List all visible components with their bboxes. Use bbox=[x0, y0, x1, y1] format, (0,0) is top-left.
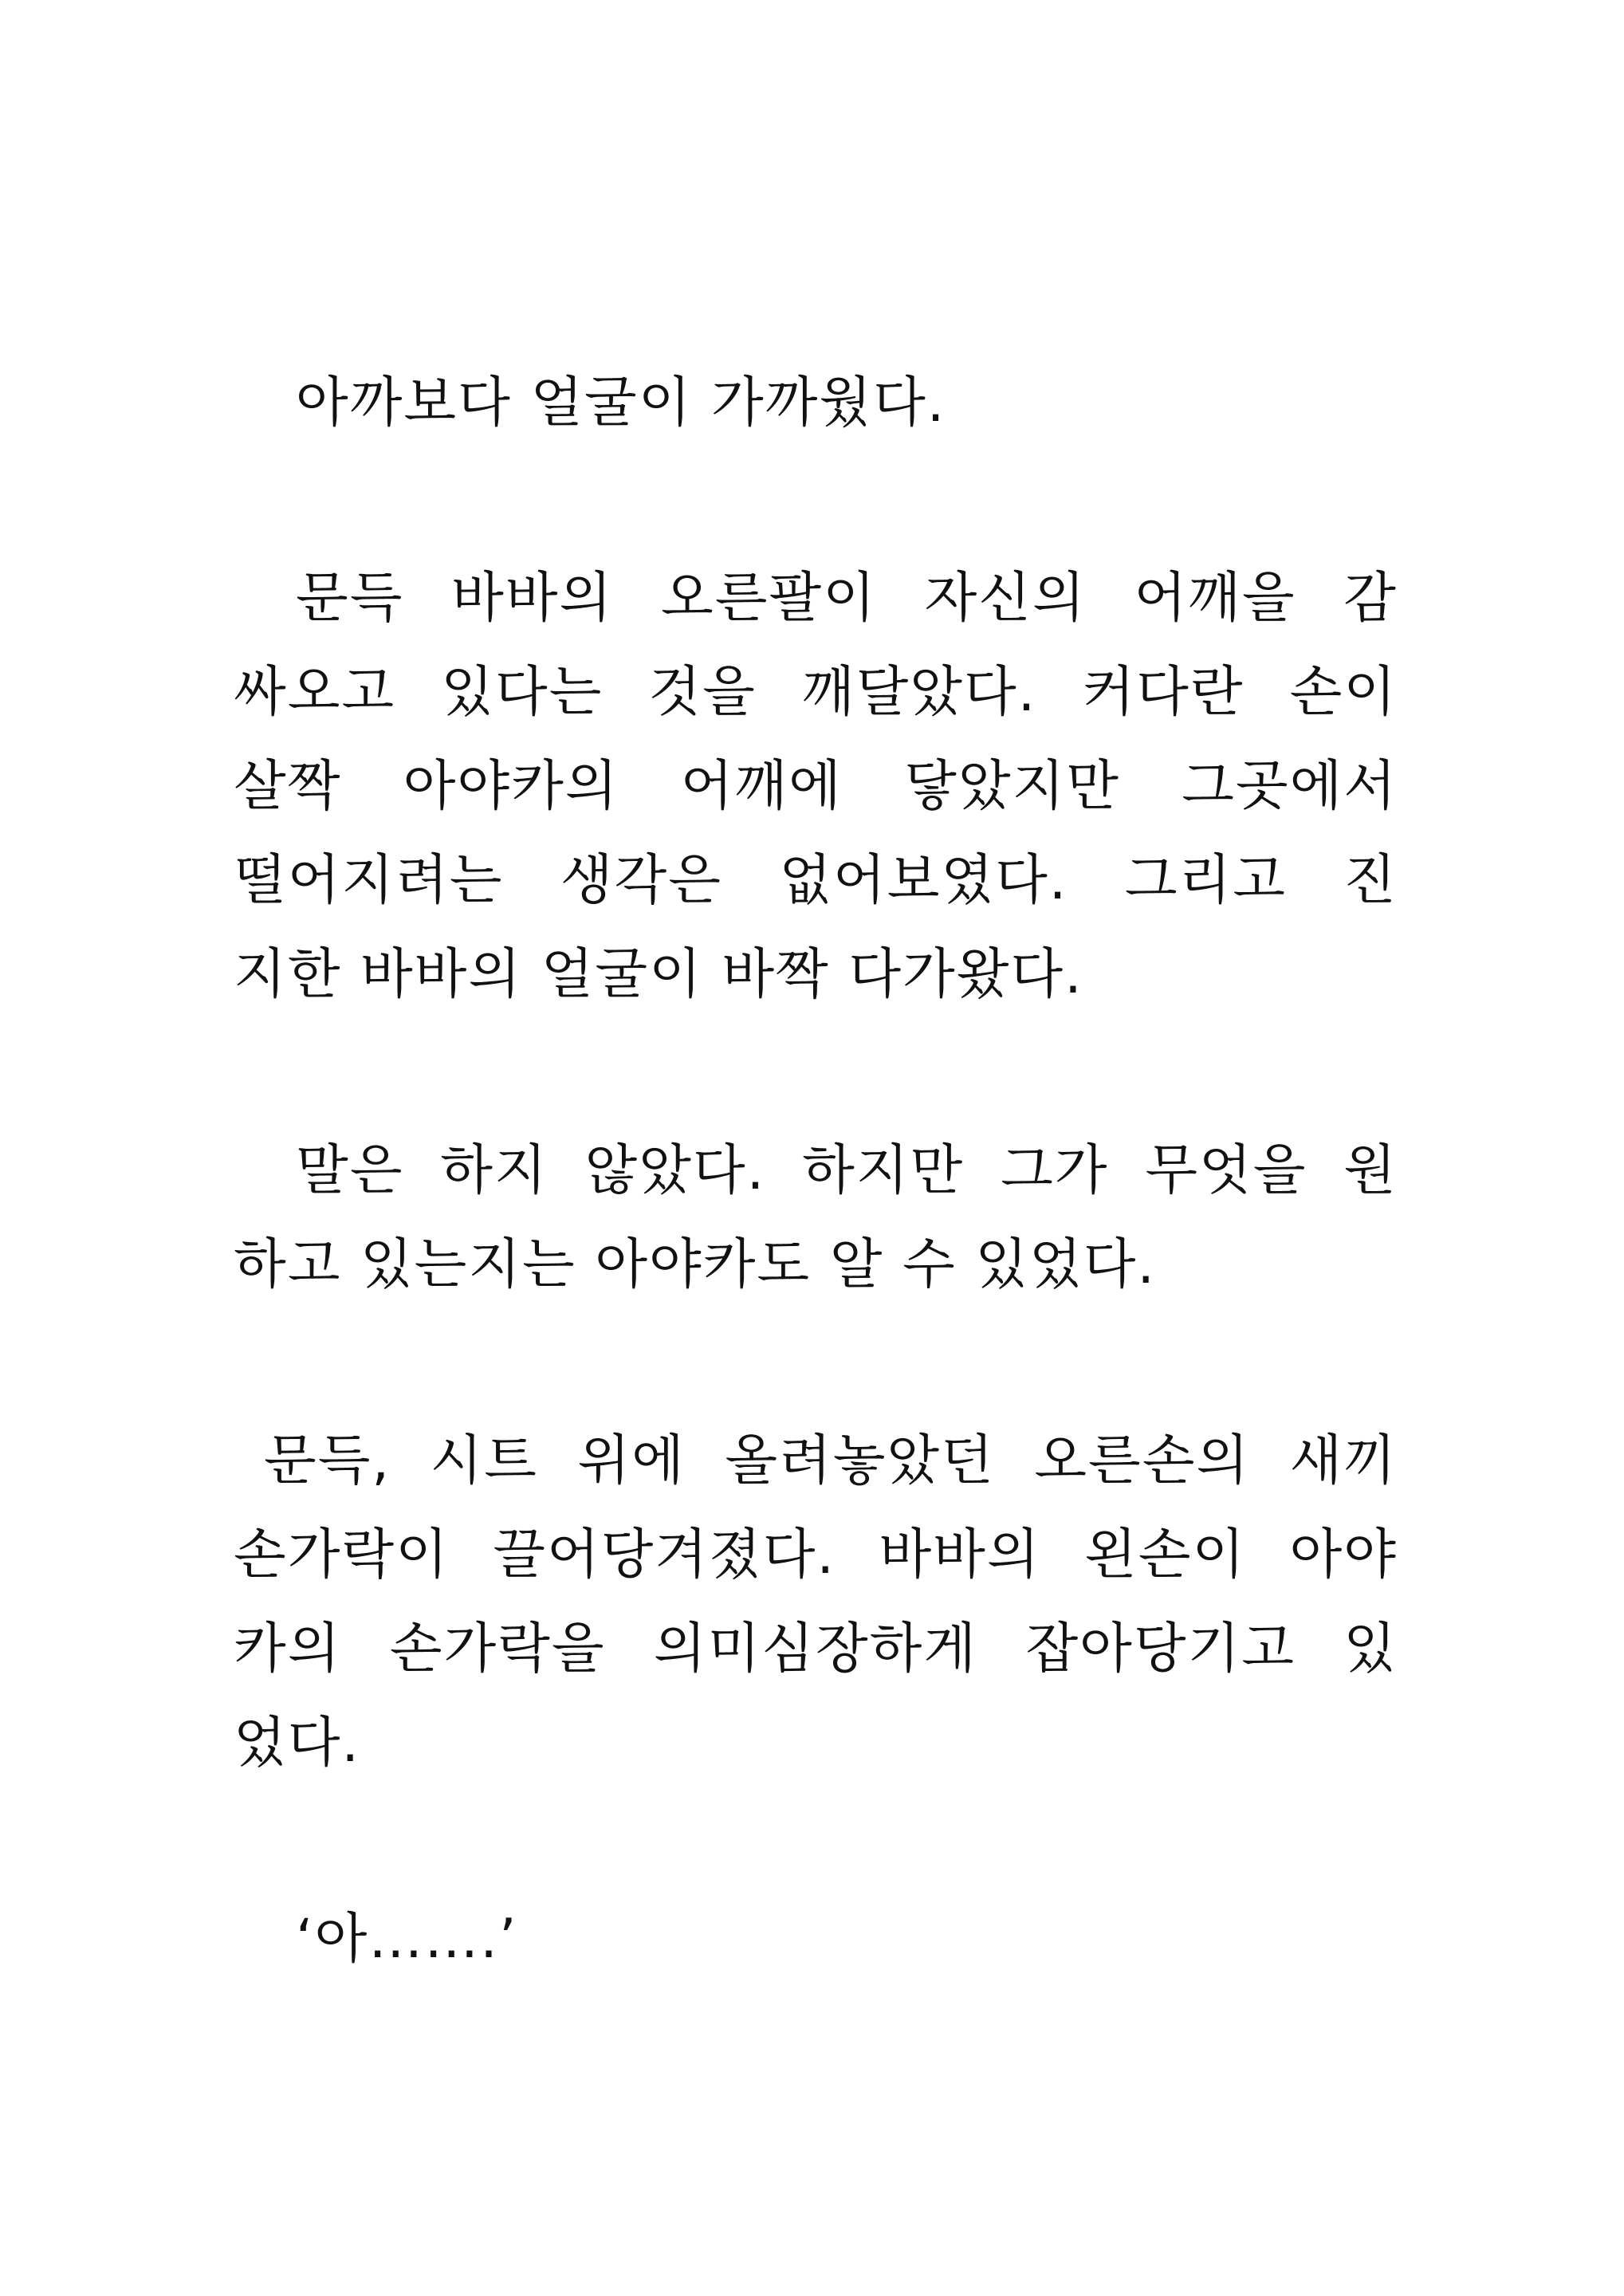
paragraph-2-line-1: 문득 바바의 오른팔이 자신의 어깨을 감 bbox=[296, 567, 1398, 630]
paragraph-4-line-3: 카의 손가락을 의미심장하게 잡아당기고 있 bbox=[234, 1618, 1398, 1681]
paragraph-2-line-2: 싸오고 있다는 것을 깨달았다. 커다란 손이 bbox=[234, 661, 1398, 724]
paragraph-4-line-1: 문득, 시트 위에 올려놓았던 오른손의 새끼 bbox=[264, 1429, 1398, 1492]
paragraph-2-line-4: 떨어지려는 생각은 없어보였다. 그리고 진 bbox=[234, 849, 1398, 912]
paragraph-4-line-2: 손가락이 끌어당겨졌다. 바바의 왼손이 아야 bbox=[234, 1523, 1398, 1586]
paragraph-1-line-1: 아까보다 얼굴이 가까웠다. bbox=[296, 372, 946, 434]
paragraph-3-line-1: 말은 하지 않았다. 하지만 그가 무엇을 원 bbox=[296, 1139, 1398, 1202]
paragraph-3-line-2: 하고 있는지는 아야카도 알 수 있었다. bbox=[234, 1233, 1157, 1296]
paragraph-4-line-4: 었다. bbox=[234, 1712, 360, 1775]
paragraph-5-line-1: ‘아…….’ bbox=[296, 1908, 518, 1971]
paragraph-2-line-3: 살짝 아야카의 어깨에 닿았지만 그곳에서 bbox=[234, 755, 1398, 818]
paragraph-2-line-5: 지한 바바의 얼굴이 바짝 다가왔다. bbox=[234, 943, 1083, 1006]
